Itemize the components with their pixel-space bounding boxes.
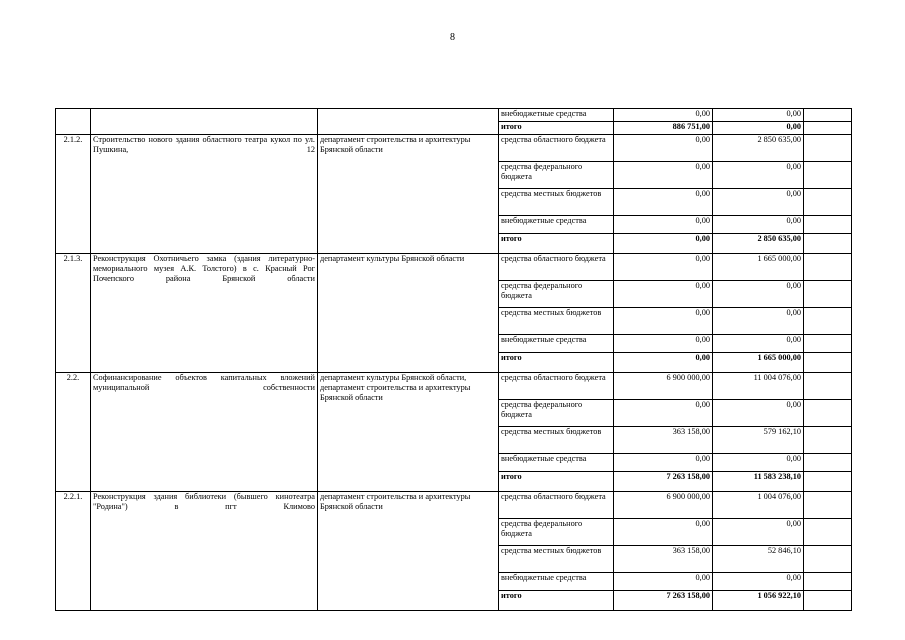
amount-cell: 0,00 (614, 189, 713, 216)
empty-cell (804, 254, 852, 281)
funding-source-cell: итого (499, 591, 614, 611)
amount-cell: 0,00 (614, 335, 713, 353)
amount-cell: 0,00 (713, 573, 804, 591)
empty-cell (804, 335, 852, 353)
amount-cell: 0,00 (713, 162, 804, 189)
amount-cell: 7 263 158,00 (614, 472, 713, 492)
empty-cell (804, 519, 852, 546)
amount-cell: 0,00 (713, 454, 804, 472)
funding-source-cell: средства местных бюджетов (499, 308, 614, 335)
amount-cell: 0,00 (614, 519, 713, 546)
funding-source-cell: средства федерального бюджета (499, 400, 614, 427)
amount-cell: 0,00 (614, 135, 713, 162)
amount-cell: 0,00 (614, 234, 713, 254)
amount-cell: 0,00 (713, 109, 804, 122)
amount-cell: 0,00 (614, 573, 713, 591)
empty-cell (804, 400, 852, 427)
amount-cell: 0,00 (713, 122, 804, 135)
amount-cell: 0,00 (614, 109, 713, 122)
empty-cell (804, 454, 852, 472)
funding-source-cell: внебюджетные средства (499, 454, 614, 472)
item-number-cell: 2.1.3. (56, 254, 91, 373)
table-row (56, 135, 852, 162)
amount-cell: 886 751,00 (614, 122, 713, 135)
empty-cell (804, 546, 852, 573)
funding-source-cell: итого (499, 353, 614, 373)
amount-cell: 0,00 (713, 189, 804, 216)
amount-cell: 11 004 076,00 (713, 373, 804, 400)
department-cell: департамент строительства и архитектуры Брянской области (318, 135, 499, 254)
funding-source-cell: внебюджетные средства (499, 216, 614, 234)
item-number-cell: 2.1.2. (56, 135, 91, 254)
amount-cell: 0,00 (713, 400, 804, 427)
empty-cell (804, 234, 852, 254)
amount-cell: 0,00 (614, 162, 713, 189)
amount-cell: 11 583 238,10 (713, 472, 804, 492)
item-name-cell: Реконструкция Охотничьего замка (здания литературно-мемориального музея А.К. Толстого) в с. Красный Рог Почепского района Брянской области (91, 254, 318, 373)
amount-cell: 1 665 000,00 (713, 254, 804, 281)
amount-cell: 6 900 000,00 (614, 492, 713, 519)
empty-cell (804, 427, 852, 454)
funding-source-cell: средства областного бюджета (499, 135, 614, 162)
empty-cell (804, 353, 852, 373)
item-number-cell (56, 109, 91, 135)
amount-cell: 1 056 922,10 (713, 591, 804, 611)
funding-source-cell: средства областного бюджета (499, 373, 614, 400)
amount-cell: 0,00 (614, 400, 713, 427)
department-cell: департамент культуры Брянской области (318, 254, 499, 373)
amount-cell: 579 162,10 (713, 427, 804, 454)
amount-cell: 0,00 (614, 281, 713, 308)
funding-source-cell: средства федерального бюджета (499, 281, 614, 308)
funding-source-cell: итого (499, 472, 614, 492)
department-cell: департамент строительства и архитектуры Брянской области (318, 492, 499, 611)
department-cell (318, 109, 499, 135)
table-row (56, 492, 852, 519)
amount-cell: 7 263 158,00 (614, 591, 713, 611)
empty-cell (804, 135, 852, 162)
funding-source-cell: средства местных бюджетов (499, 427, 614, 454)
amount-cell: 2 850 635,00 (713, 135, 804, 162)
amount-cell: 2 850 635,00 (713, 234, 804, 254)
empty-cell (804, 591, 852, 611)
table-row (56, 254, 852, 281)
empty-cell (804, 492, 852, 519)
funding-source-cell: итого (499, 122, 614, 135)
amount-cell: 0,00 (713, 308, 804, 335)
budget-table (55, 108, 852, 611)
page-number: 8 (450, 32, 455, 43)
empty-cell (804, 109, 852, 122)
funding-source-cell: средства областного бюджета (499, 492, 614, 519)
amount-cell: 52 846,10 (713, 546, 804, 573)
funding-source-cell: внебюджетные средства (499, 573, 614, 591)
amount-cell: 0,00 (614, 454, 713, 472)
item-name-cell: Софинансирование объектов капитальных вложений муниципальной собственности (91, 373, 318, 492)
table-row (56, 109, 852, 122)
department-cell: департамент культуры Брянской области, департамент строительства и архитектуры Брянской области (318, 373, 499, 492)
funding-source-cell: средства областного бюджета (499, 254, 614, 281)
empty-cell (804, 216, 852, 234)
amount-cell: 0,00 (713, 281, 804, 308)
item-number-cell: 2.2.1. (56, 492, 91, 611)
funding-source-cell: внебюджетные средства (499, 109, 614, 122)
funding-source-cell: итого (499, 234, 614, 254)
amount-cell: 363 158,00 (614, 427, 713, 454)
empty-cell (804, 281, 852, 308)
amount-cell: 6 900 000,00 (614, 373, 713, 400)
amount-cell: 1 665 000,00 (713, 353, 804, 373)
item-number-cell: 2.2. (56, 373, 91, 492)
empty-cell (804, 308, 852, 335)
funding-source-cell: средства местных бюджетов (499, 546, 614, 573)
funding-source-cell: средства федерального бюджета (499, 162, 614, 189)
funding-source-cell: средства местных бюджетов (499, 189, 614, 216)
empty-cell (804, 373, 852, 400)
empty-cell (804, 189, 852, 216)
funding-source-cell: внебюджетные средства (499, 335, 614, 353)
amount-cell: 0,00 (614, 353, 713, 373)
empty-cell (804, 573, 852, 591)
amount-cell: 0,00 (614, 308, 713, 335)
amount-cell: 363 158,00 (614, 546, 713, 573)
amount-cell: 0,00 (614, 254, 713, 281)
funding-source-cell: средства федерального бюджета (499, 519, 614, 546)
table-row (56, 373, 852, 400)
amount-cell: 0,00 (713, 519, 804, 546)
amount-cell: 0,00 (614, 216, 713, 234)
empty-cell (804, 162, 852, 189)
item-name-cell: Реконструкция здания библиотеки (бывшего кинотеатра "Родина") в пгт Климово (91, 492, 318, 611)
amount-cell: 0,00 (713, 216, 804, 234)
item-name-cell (91, 109, 318, 135)
item-name-cell: Строительство нового здания областного театра кукол по ул. Пушкина, 12 (91, 135, 318, 254)
empty-cell (804, 472, 852, 492)
amount-cell: 0,00 (713, 335, 804, 353)
empty-cell (804, 122, 852, 135)
amount-cell: 1 004 076,00 (713, 492, 804, 519)
